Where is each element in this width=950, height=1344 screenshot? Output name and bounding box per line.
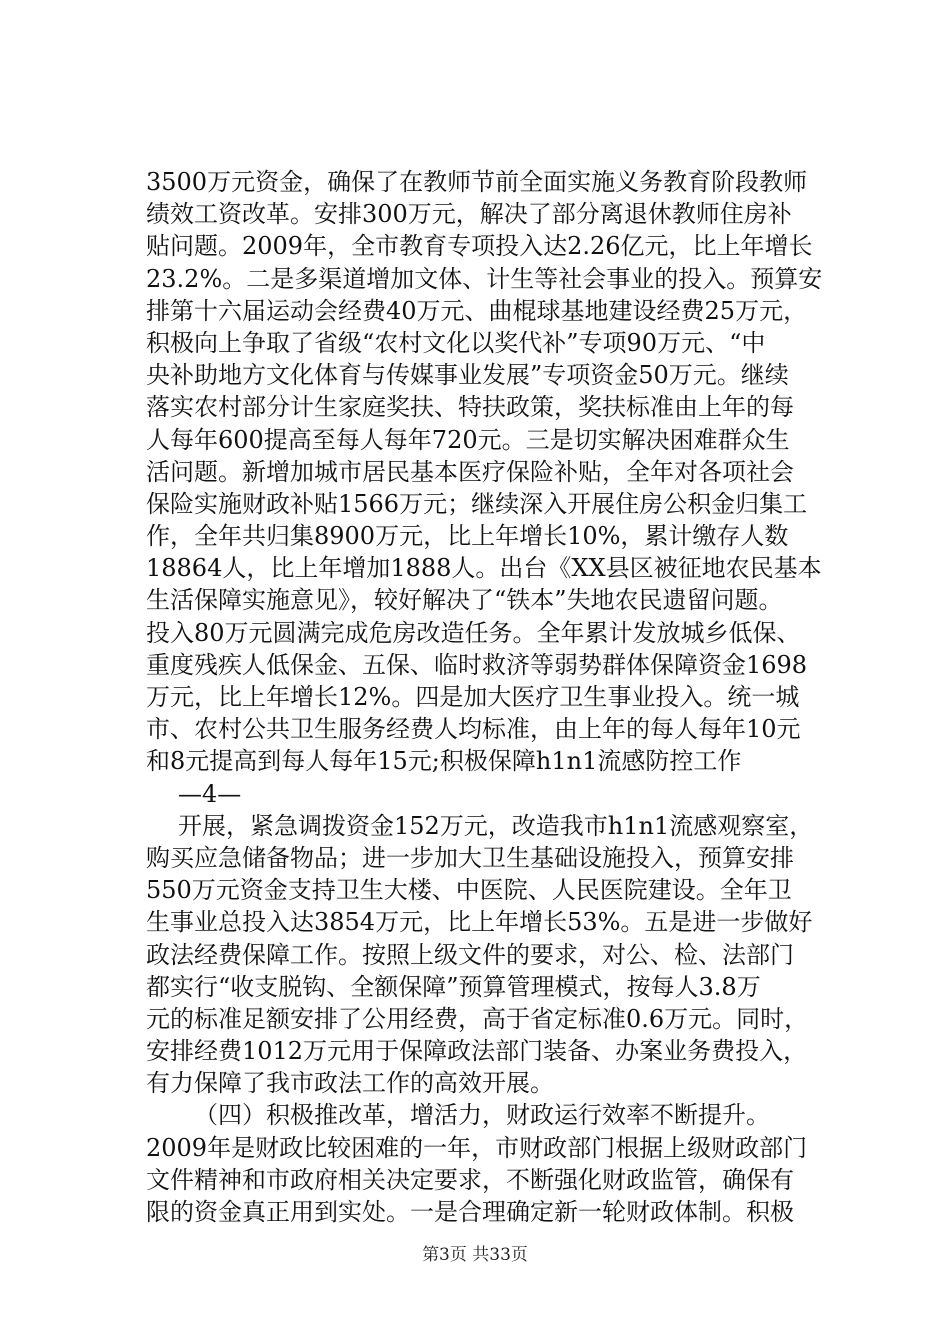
body-line: 18864人，比上年增加1888人。出台《XX县区被征地农民基本 (146, 554, 822, 583)
inline-page-number: —4— (178, 779, 242, 808)
section-heading-line: （四）积极推改革，增活力，财政运行效率不断提升。 (194, 1101, 770, 1130)
page-number-label: 第3页 共33页 (422, 1245, 528, 1265)
body-line: 活问题。新增加城市居民基本医疗保险补贴，全年对各项社会 (146, 457, 794, 486)
body-line: 投入80万元圆满完成危房改造任务。全年累计发放城乡低保、 (146, 618, 801, 647)
body-line: 落实农村部分计生家庭奖扶、特扶政策，奖扶标准由上年的每 (146, 393, 794, 422)
body-line: 排第十六届运动会经费40万元、曲棍球基地建设经费25万元， (146, 296, 808, 325)
body-line: 生事业总投入达3854万元，比上年增长53%。五是进一步做好 (146, 908, 813, 937)
body-line: 都实行“收支脱钩、全额保障”预算管理模式，按每人3.8万 (146, 972, 761, 1001)
body-line: 作，全年共归集8900万元，比上年增长10%，累计缴存人数 (146, 522, 789, 551)
body-line: 元的标准足额安排了公用经费，高于省定标准0.6万元。同时， (146, 1004, 809, 1033)
body-line: 贴问题。2009年，全市教育专项投入达2.26亿元，比上年增长 (146, 232, 813, 261)
body-line: 550万元资金支持卫生大楼、中医院、人民医院建设。全年卫 (146, 876, 792, 905)
body-line: 积极向上争取了省级“农村文化以奖代补”专项90万元、“中 (146, 328, 766, 357)
body-line: 重度残疾人低保金、五保、临时救济等弱势群体保障资金1698 (146, 650, 808, 679)
body-line: 有力保障了我市政法工作的高效开展。 (146, 1069, 554, 1098)
body-line: 限的资金真正用到实处。一是合理确定新一轮财政体制。积极 (146, 1198, 794, 1226)
body-line: 和8元提高到每人每年15元;积极保障h1n1流感防控工作 (146, 747, 742, 776)
page-footer (0, 1240, 950, 1265)
body-line: 3500万元资金，确保了在教师节前全面实施义务教育阶段教师 (146, 168, 808, 196)
body-line: 市、农村公共卫生服务经费人均标准，由上年的每人每年10元 (146, 715, 801, 744)
body-line: 开展，紧急调拨资金152万元，改造我市h1n1流感观察室， (178, 811, 814, 840)
body-line: 万元，比上年增长12%。四是加大医疗卫生事业投入。统一城 (146, 683, 800, 711)
body-line: 文件精神和市政府相关决定要求，不断强化财政监管，确保有 (146, 1165, 794, 1194)
body-line: 2009年是财政比较困难的一年，市财政部门根据上级财政部门 (146, 1133, 808, 1162)
body-line: 生活保障实施意见》，较好解决了“铁本”失地农民遗留问题。 (146, 586, 783, 615)
body-line: 安排经费1012万元用于保障政法部门装备、办案业务费投入， (146, 1037, 808, 1066)
body-line: 绩效工资改革。安排300万元，解决了部分离退休教师住房补 (146, 200, 792, 229)
body-line: 人每年600提高至每人每年720元。三是切实解决困难群众生 (146, 425, 790, 454)
body-line: 政法经费保障工作。按照上级文件的要求，对公、检、法部门 (146, 940, 794, 969)
body-line: 保险实施财政补贴1566万元；继续深入开展住房公积金归集工 (146, 489, 808, 518)
body-line: 央补助地方文化体育与传媒事业发展”专项资金50万元。继续 (146, 361, 789, 390)
body-line: 23.2%。二是多渠道增加文体、计生等社会事业的投入。预算安 (146, 264, 823, 293)
document-body (146, 166, 866, 1228)
body-line: 购买应急储备物品；进一步加大卫生基础设施投入，预算安排 (146, 843, 794, 872)
